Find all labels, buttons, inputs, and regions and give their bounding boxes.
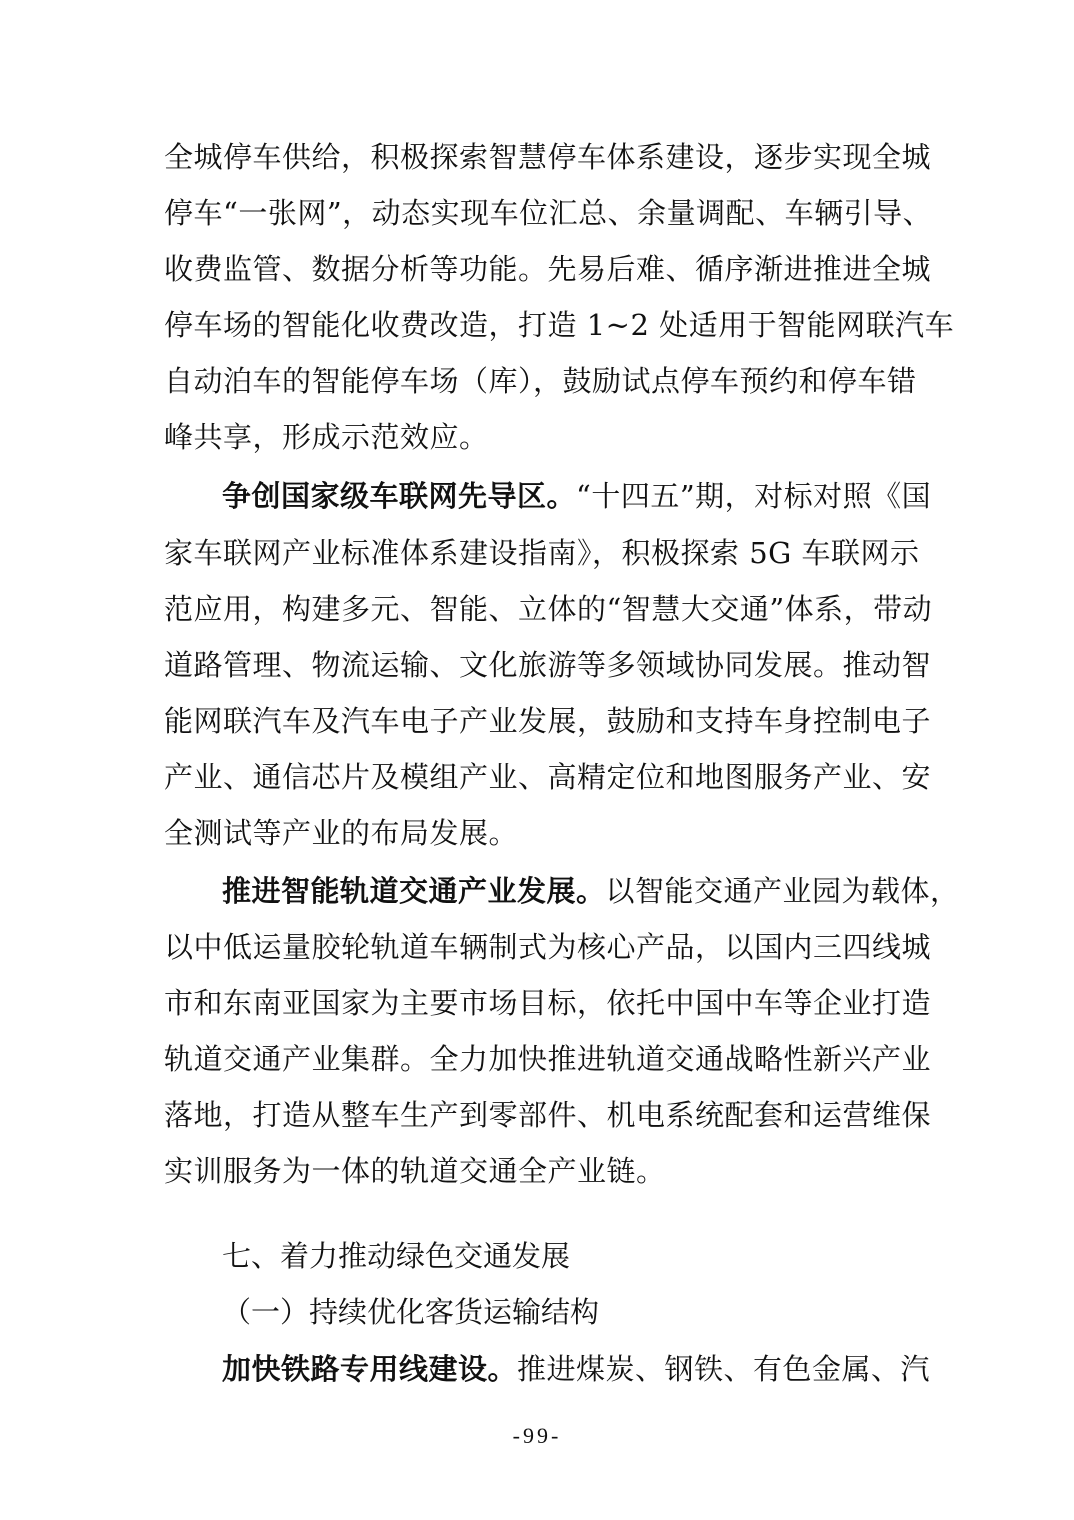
paragraph-2-line-5: 能网联汽车及汽车电子产业发展，鼓励和支持车身控制电子 [164,704,932,738]
paragraph-2-line-4: 道路管理、物流运输、文化旅游等多领域协同发展。推动智 [164,648,932,682]
paragraph-2-line-1 [222,476,932,516]
paragraph-1-line-1: 全城停车供给，积极探索智慧停车体系建设，逐步实现全城 [164,140,932,174]
paragraph-4-line-1 [222,1349,931,1389]
paragraph-2-lead: 争创国家级车联网先导区。 [222,479,577,513]
paragraph-3-line-1 [222,871,960,911]
paragraph-1-line-2: 停车“一张网”，动态实现车位汇总、余量调配、车辆引导、 [164,196,933,230]
subsection-heading: （一）持续优化客货运输结构 [222,1295,600,1329]
paragraph-2-first-rest: “十四五”期，对标对照《国 [576,479,932,513]
paragraph-3-lead: 推进智能轨道交通产业发展。 [222,874,606,908]
paragraph-3-line-2: 以中低运量胶轮轨道车辆制式为核心产品，以国内三四线城 [164,930,932,964]
paragraph-1-line-6: 峰共享，形成示范效应。 [164,420,489,454]
paragraph-2-line-3: 范应用，构建多元、智能、立体的“智慧大交通”体系，带动 [164,592,933,626]
paragraph-1-line-4: 停车场的智能化收费改造，打造 1~2 处适用于智能网联汽车 [164,308,955,342]
paragraph-2-line-2: 家车联网产业标准体系建设指南》，积极探索 5G 车联网示 [164,536,920,570]
paragraph-3-line-3: 市和东南亚国家为主要市场目标，依托中国中车等企业打造 [164,986,932,1020]
section-heading: 七、着力推动绿色交通发展 [222,1239,571,1273]
paragraph-3-line-6: 实训服务为一体的轨道交通全产业链。 [164,1154,666,1188]
paragraph-3-first-rest: 以智能交通产业园为载体， [605,874,960,908]
page-number: -99- [512,1423,562,1448]
paragraph-1-line-3: 收费监管、数据分析等功能。先易后难、循序渐进推进全城 [164,252,932,286]
paragraph-1-line-5: 自动泊车的智能停车场（库），鼓励试点停车预约和停车错 [164,364,917,398]
paragraph-4-first-rest: 推进煤炭、钢铁、有色金属、汽 [517,1352,931,1386]
paragraph-3-line-5: 落地，打造从整车生产到零部件、机电系统配套和运营维保 [164,1098,932,1132]
paragraph-3-line-4: 轨道交通产业集群。全力加快推进轨道交通战略性新兴产业 [164,1042,932,1076]
paragraph-2-line-7: 全测试等产业的布局发展。 [164,816,519,850]
paragraph-4-lead: 加快铁路专用线建设。 [222,1352,518,1386]
paragraph-2-line-6: 产业、通信芯片及模组产业、高精定位和地图服务产业、安 [164,760,932,794]
